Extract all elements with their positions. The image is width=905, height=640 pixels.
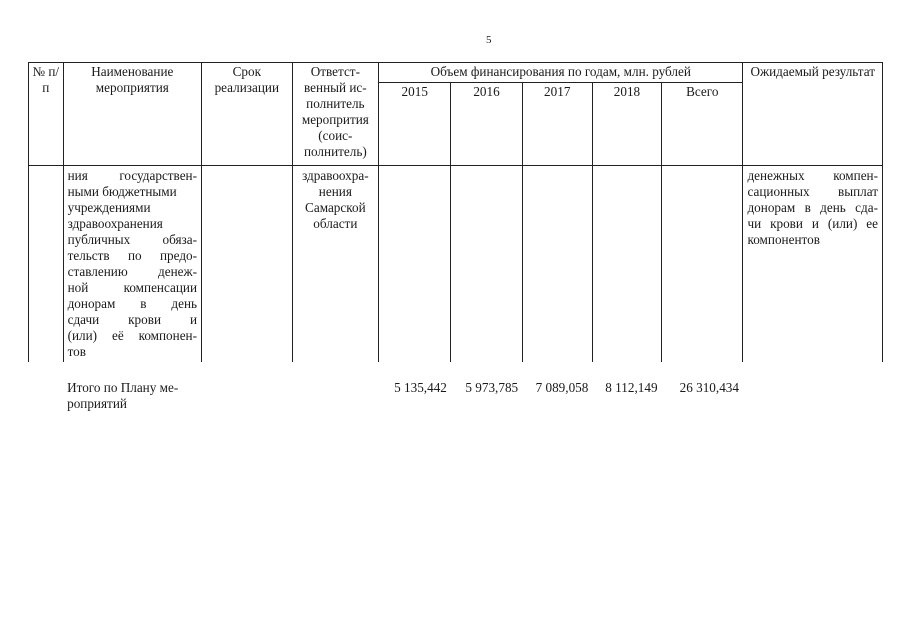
- measure-name-line: сдачи крови и: [67, 312, 198, 327]
- measure-name-cell: [63, 166, 201, 363]
- measure-name-line: тов: [67, 344, 87, 359]
- measure-name-line: здравоохранения: [67, 216, 163, 231]
- total-all: 26 310,434: [679, 380, 739, 395]
- measure-name-line: тельств по предо-: [67, 248, 198, 263]
- result-line: сационных выплат: [747, 184, 878, 199]
- header-year-total: Всего: [662, 83, 743, 166]
- header-funding: Объем финансирования по годам, млн. рублей: [379, 63, 743, 83]
- measure-name-line: (или) её компонен-: [67, 328, 198, 343]
- measure-name-line: ставлению денеж-: [67, 264, 198, 279]
- measure-name-line: ния государствен-: [67, 168, 198, 183]
- measure-name-line: публичных обяза-: [67, 232, 198, 247]
- responsible-line: нения: [318, 184, 352, 199]
- page-number: 5: [486, 34, 492, 46]
- result-cell: [743, 166, 883, 363]
- header-responsible: Ответст-венный ис-полнитель меропрития (соис-полнитель): [292, 63, 379, 166]
- header-name: Наименование мероприятия: [63, 63, 201, 166]
- responsible-line: области: [313, 216, 358, 231]
- measure-name-line: ными бюджетными: [67, 184, 177, 199]
- header-year-2015: 2015: [379, 83, 451, 166]
- header-year-2018: 2018: [592, 83, 661, 166]
- total-row: [29, 362, 883, 414]
- total-2017: 7 089,058: [535, 380, 589, 395]
- header-year-2016: 2016: [451, 83, 522, 166]
- measure-name-line: учреждениями: [67, 200, 151, 215]
- result-line: чи крови и (или) ее: [747, 216, 878, 231]
- responsible-line: Самарской: [305, 200, 366, 215]
- funding-table: [28, 62, 883, 414]
- header-term: Срок реализации: [202, 63, 293, 166]
- total-2016: 5 973,785: [465, 380, 519, 395]
- total-2015: 5 135,442: [394, 380, 447, 395]
- responsible-cell: [292, 166, 379, 363]
- responsible-line: здравоохра-: [302, 168, 369, 183]
- header-num: № п/п: [29, 63, 64, 166]
- total-2018: 8 112,149: [605, 380, 658, 395]
- measure-name-line: донорам в день: [67, 296, 198, 311]
- header-year-2017: 2017: [522, 83, 592, 166]
- measure-name-line: ной компенсации: [67, 280, 198, 295]
- result-line: денежных компен-: [747, 168, 878, 183]
- table-row: [29, 166, 883, 363]
- result-line: компонентов: [747, 232, 820, 247]
- total-label: Итого по Плану ме-роприятий: [67, 380, 179, 411]
- result-line: донорам в день сда-: [747, 200, 878, 215]
- header-result: Ожидаемый результат: [743, 63, 883, 166]
